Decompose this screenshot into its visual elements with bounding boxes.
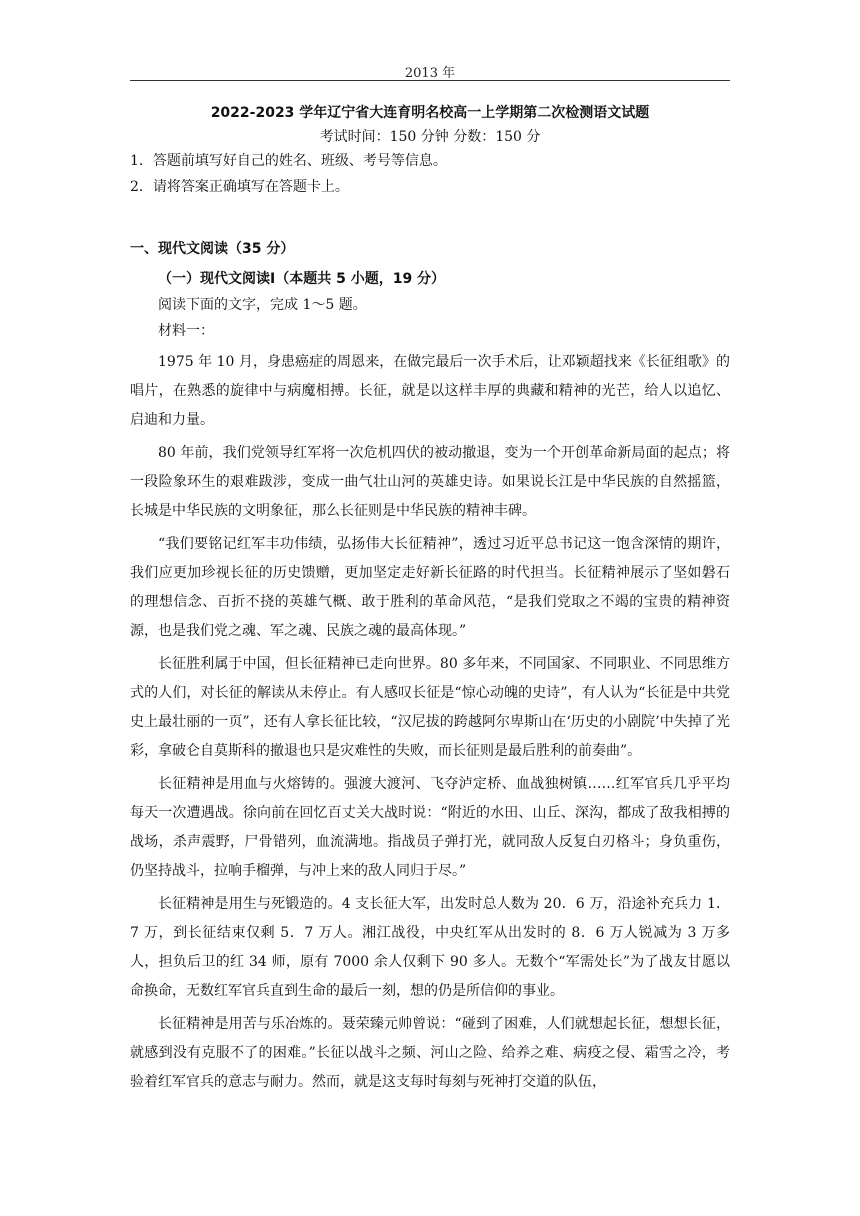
paragraph: “我们要铭记红军丰功伟绩，弘扬伟大长征精神”，透过习近平总书记这一饱含深情的期许，我们应更加珍视长征的历史馈赠，更加坚定走好新长征路的时代担当。长征精神展示了坚如磐石的理想信念、百折不挠的英雄气概、敢于胜利的革命风范，“是我们党取之不竭的宝贵的精神资源，也是我们党之魂、军之魂、民族之魂的最高体现。” — [130, 536, 730, 639]
exam-time-score: 考试时间：150 分钟 分数：150 分 — [319, 129, 541, 145]
section-heading: 一、现代文阅读（35 分） — [130, 241, 295, 257]
page-header: 2013 年 — [404, 66, 456, 81]
exam-title: 2022-2023 学年辽宁省大连育明名校高一上学期第二次检测语文试题 — [210, 105, 650, 121]
instruction-item: 1．答题前填写好自己的姓名、班级、考号等信息。 — [130, 153, 447, 169]
subsection-heading: （一）现代文阅读Ⅰ（本题共 5 小题，19 分） — [158, 271, 446, 287]
reading-prompt: 阅读下面的文字，完成 1～5 题。 — [158, 297, 367, 313]
paragraph: 长征精神是用苦与乐冶炼的。聂荣臻元帅曾说：“碰到了困难，人们就想起长征，想想长征，就感到没有克服不了的困难。”长征以战斗之频、河山之险、给养之难、病疫之侵、霜雪之冷，考验着红军官兵的意志与耐力。然而，就是这支每时每刻与死神打交道的队伍， — [130, 1016, 730, 1090]
paragraph: 1975 年 10 月，身患癌症的周恩来，在做完最后一次手术后，让邓颖超找来《长征组歌》的唱片，在熟悉的旋律中与病魔相搏。长征，就是以这样丰厚的典藏和精神的光芒，给人以追忆、启迪和力量。 — [130, 354, 730, 428]
paragraph: 长征胜利属于中国，但长征精神已走向世界。80 多年来，不同国家、不同职业、不同思维方式的人们，对长征的解读从未停止。有人感叹长征是“惊心动魄的史诗”，有人认为“长征是中共党史上最壮丽的一页”，还有人拿长征比较，“汉尼拔的跨越阿尔卑斯山在‘历史的小剧院’中失掉了光彩，拿破仑自莫斯科的撤退也只是灾难性的失败，而长征则是最后胜利的前奏曲”。 — [130, 656, 730, 759]
instruction-item: 2．请将答案正确填写在答题卡上。 — [130, 179, 349, 195]
paragraph: 80 年前，我们党领导红军将一次危机四伏的被动撤退，变为一个开创革命新局面的起点；将一段险象环生的艰难跋涉，变成一曲气壮山河的英雄史诗。如果说长江是中华民族的自然摇篮，长城是中华民族的文明象征，那么长征则是中华民族的精神丰碑。 — [130, 445, 730, 519]
paragraph: 长征精神是用血与火熔铸的。强渡大渡河、飞夺泸定桥、血战独树镇……红军官兵几乎平均每天一次遭遇战。徐向前在回忆百丈关大战时说：“附近的水田、山丘、深沟，都成了敌我相搏的战场，杀声震野，尸骨错列，血流满地。指战员子弹打光，就同敌人反复白刃格斗；身负重伤，仍坚持战斗，拉响手榴弹，与冲上来的敌人同归于尽。” — [130, 776, 730, 879]
document-body — [130, 102, 730, 1097]
material-label: 材料一： — [158, 323, 214, 339]
header-divider — [130, 80, 730, 81]
paragraph: 长征精神是用生与死锻造的。4 支长征大军，出发时总人数为 20．6 万，沿途补充兵力 1．7 万，到长征结束仅剩 5．7 万人。湘江战役，中央红军从出发时的 8．6 万人锐减为 3 万多人，担负后卫的红 34 师，原有 7000 余人仅剩下 90 多人。无数个“军需处长”为了战友甘愿以命换命，无数红军官兵直到生命的最后一刻，想的仍是所信仰的事业。 — [130, 896, 730, 999]
